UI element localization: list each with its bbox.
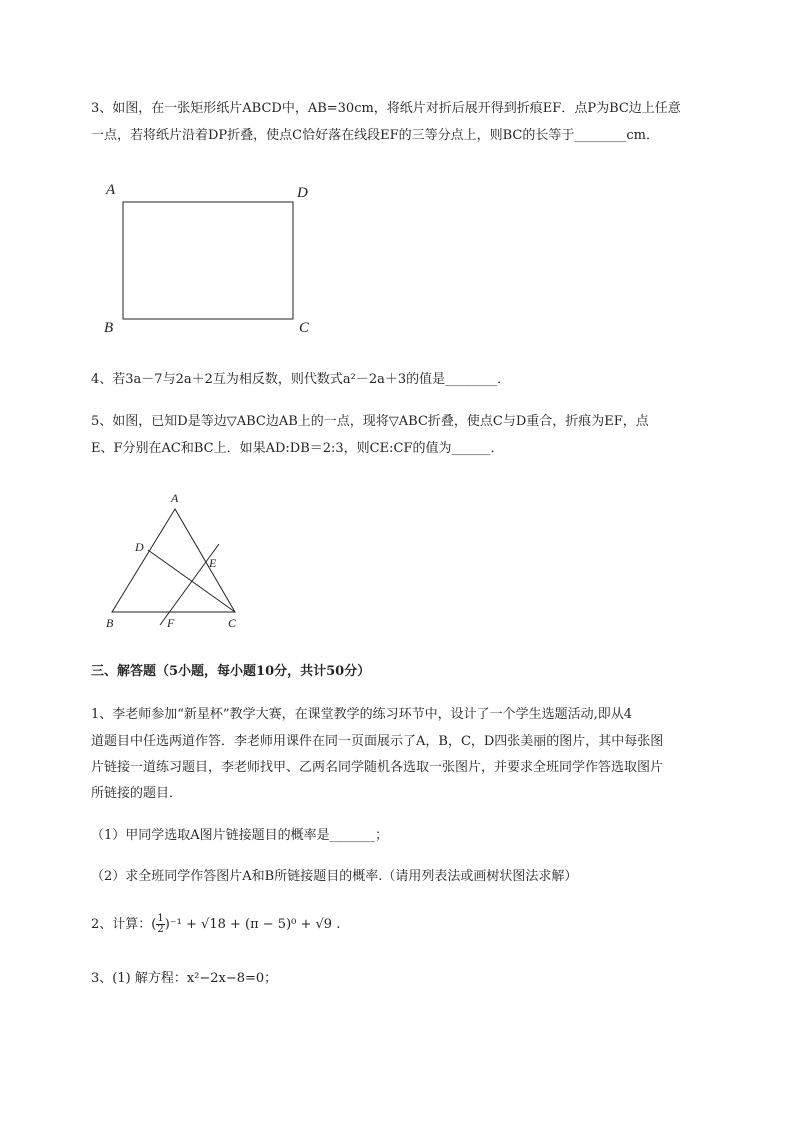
label-a: A: [171, 491, 179, 505]
p1-text-line3: 片链接一道练习题目，李老师找甲、乙两名同学随机各选取一张图片，并要求全班同学作答选取图片: [91, 760, 664, 775]
triangle-abc: [112, 509, 235, 612]
p2-rest: )⁻¹ + √18 + (π − 5)⁰ + √9 .: [164, 917, 341, 932]
label-c: C: [299, 320, 310, 336]
fraction-half: $\frac{1}{2}$: [157, 913, 164, 935]
p1-sub1: （1）甲同学选取A图片链接题目的概率是_______；: [91, 828, 389, 843]
q3-text-line1: 3、如图，在一张矩形纸片ABCD中，AB=30cm，将纸片对折后展开得到折痕EF．点P为BC边上任意: [91, 101, 681, 116]
p3-text: 3、(1) 解方程：x²−2x−8=0；: [91, 971, 278, 986]
p1-text-line4: 所链接的题目．: [91, 786, 183, 801]
label-b: B: [106, 616, 114, 630]
label-b: B: [104, 320, 114, 336]
label-d: D: [297, 185, 308, 201]
label-e: E: [209, 556, 217, 570]
q5-text-line1: 5、如图，已知D是等边▽ABC边AB上的一点，现将▽ABC折叠，使点C与D重合，折痕为EF，点: [91, 414, 649, 429]
label-a: A: [106, 182, 116, 198]
p1-sub2: （2）求全班同学作答图片A和B所链接题目的概率.（请用列表法或画树状图法求解）: [91, 869, 578, 884]
label-f: F: [167, 616, 175, 630]
p1-text-line1: 1、李老师参加“新星杯”教学大赛，在课堂教学的练习环节中，设计了一个学生选题活动,即从4: [91, 707, 632, 722]
p1-text-line2: 道题目中任选两道作答．李老师用课件在同一页面展示了A，B，C，D四张美丽的图片，其中每张图: [91, 734, 664, 749]
q4-text: 4、若3a－7与2a＋2互为相反数，则代数式a²－2a＋3的值是________．: [91, 372, 511, 387]
q3-text-line2: 一点，若将纸片沿着DP折叠，使点C恰好落在线段EF的三等分点上，则BC的长等于________cm．: [91, 128, 659, 143]
section-heading: 三、解答题（5小题，每小题10分，共计50分）: [91, 664, 371, 679]
label-c: C: [228, 616, 237, 630]
label-d: D: [135, 540, 144, 554]
p2-prefix: 2、计算：: [91, 917, 152, 932]
p2-expression: 2、计算：( $\frac{1}{2}$ )⁻¹ + √18 + (π − 5)⁰ + √9 .: [91, 913, 341, 935]
q5-text-line2: E、F分别在AC和BC上．如果AD:DB＝2:3，则CE:CF的值为______．: [91, 441, 504, 456]
